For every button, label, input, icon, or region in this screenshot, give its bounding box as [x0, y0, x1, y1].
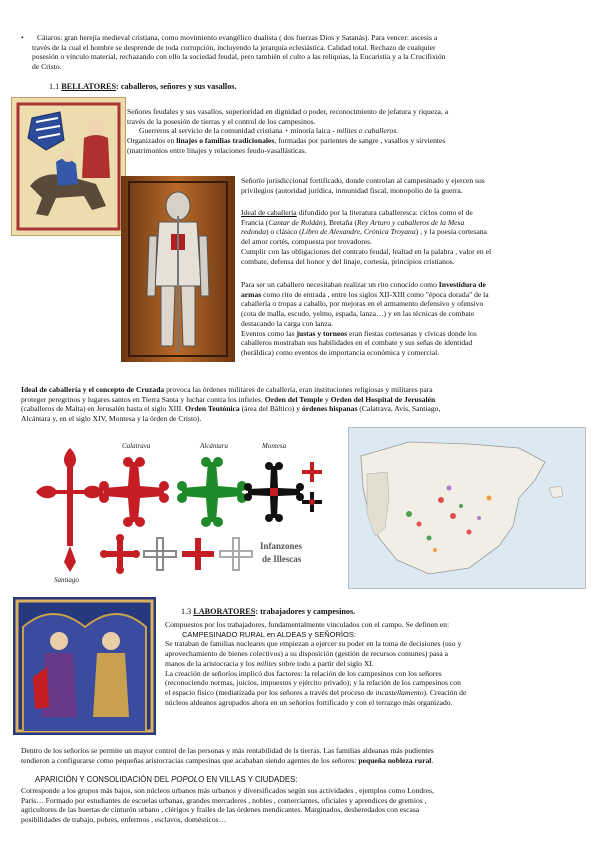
text-bold: Orden del Hospital de Jerusalén	[330, 394, 436, 404]
cataros-line: posesión o vínculo material, rechazando con ello la sociedad feudal, pero también el culto a las reliquias, la Eucaristía y a la Crucifixión	[32, 52, 446, 62]
text-line: París… Formado por estudiantes de escuelas urbanas, grandes mercaderes , nobles , comerciantes, oficiales y aprendices de gremios ,	[21, 795, 427, 805]
heading-italic: POPOLO	[171, 775, 205, 784]
knight-illustration	[12, 98, 125, 235]
text-italic: milites o caballeros.	[336, 126, 399, 136]
text-line: (reconociendo normas, juicios, impuestos y ejército privado); y la relación de los campesinos con	[165, 678, 461, 688]
text-line: provoca las órdenes militares de caballería, eran instituciones religiosas y militares para	[164, 385, 433, 394]
text-line: sobre todo a partir del siglo XI.	[276, 658, 374, 668]
text-line: caballeros mostraban sus habilidades en el combate y sus señas de identidad	[241, 338, 473, 348]
text-line: Cumplir con las obligaciones del contrato feudal, lealtad en la palabra , valor en el	[241, 246, 492, 256]
text-italic: Rey Arturo y caballeros de la Mesa	[357, 217, 465, 227]
cataros-line: de Cristo.	[32, 62, 62, 72]
text-bold: armas	[241, 289, 262, 299]
text-line: núcleos aldeanos agrupados ahora en un señoríos fortificado y con el terrazgo más organizado.	[165, 697, 453, 707]
santiago-label: Santiago	[54, 576, 79, 584]
calatrava-cross-icon	[99, 457, 169, 527]
text-line: Para ser un caballero necesitaban realizar un rito conocido como	[241, 280, 439, 289]
text-line: del amor cortés, compuesta por trovadores.	[241, 237, 372, 247]
text-italic: incastellamento	[375, 687, 424, 697]
text-line: posibilidades de trabajo, pobres, enfermos , esclavos, domésticos…	[21, 815, 227, 825]
heading-subtitle: : caballeros, señores y sus vasallos.	[116, 82, 237, 91]
text-line: (matrimonios entre linajes y relaciones feudo-vasallásticas.	[127, 145, 307, 155]
text-line: combate, defensa del honor y del linaje, cortesía, principios cristianos.	[241, 256, 455, 266]
text-italic: milites	[256, 658, 277, 668]
text-line: manos de la aristocracia y los	[165, 658, 257, 668]
text-line: ), Bretaña (	[322, 217, 357, 227]
bellatores-p1	[127, 107, 592, 156]
text-line: Compuestos por los trabajadores, fundamentalmente vinculados con el campo. Se definen en:	[165, 620, 450, 629]
text-line: La creación de señoríos implicó dos factores: la relación de los campesinos con los señores	[165, 668, 442, 678]
text-bold: justas y torneos	[296, 328, 348, 338]
santiago-cross-icon	[36, 448, 104, 572]
bellatores-heading	[49, 82, 237, 92]
text-line: (área del Báltico) y	[239, 404, 302, 414]
text-line: .	[431, 755, 434, 765]
text-line: agricultores de las huertas de cinturón urbano , clérigos y frailes de las órdenes mendicantes. Marginados, desheredados con escasa	[21, 805, 420, 815]
text-bold: Orden del Temple	[264, 394, 324, 404]
laboratores-p2	[21, 746, 593, 765]
text-line: Señores feudales y sus vasallos, superioridad en dignidad o poder, reconocimiento de jefatura y riqueza, a	[127, 107, 449, 116]
calatrava-label: Calatrava	[122, 442, 151, 450]
heading-part: APARICIÓN Y CONSOLIDACIÓN DEL	[35, 775, 172, 784]
text-bold: Orden Teutónica	[185, 404, 240, 414]
text-line: (cota de malla, escudo, yelmo, espada, lanza…) y en las técnicas de combate	[241, 309, 475, 319]
effigy-illustration	[121, 176, 235, 362]
text-line: Eventos como las	[241, 328, 297, 338]
text-line: Se trataban de familias nucleares que empiezan a ejercer su poder en la toma de decisiones (uso y	[165, 639, 462, 649]
text-line: y	[323, 394, 331, 404]
alcantara-label: Alcántara	[200, 442, 228, 450]
text-bold: Investidura de	[438, 280, 486, 289]
montesa-label: Montesa	[262, 442, 287, 450]
text-line: aprovechamiento de bienes colectivos) a su disposición (gestión de recursos comunes) pasa a	[165, 649, 448, 659]
text-line: tendieron a configurarse como pequeñas aristocracias campesinas que acababan siendo agentes de los señores:	[21, 755, 359, 765]
text-line: destacando la carga con lanza.	[241, 318, 333, 328]
text-italic: Cantar de Roldán	[268, 217, 323, 227]
bellatores-p3	[241, 208, 593, 266]
laboratores-p1	[165, 620, 593, 707]
manuscript-illustration	[13, 597, 156, 735]
text-line: (heráldica) como eventos de importancia económica y comercial.	[241, 347, 440, 357]
text-line: eran fiestas cortesanas y cívicas donde los	[347, 328, 477, 338]
heading-title: BELLATORES	[61, 82, 117, 91]
heading-number: 1.1	[49, 82, 62, 91]
crosses-svg	[22, 434, 342, 590]
armored-knight-effigy-image	[121, 176, 235, 362]
text-line: privilegios (autoridad jurídica, inmunidad fiscal, monopolio de la guerra.	[241, 185, 463, 195]
text-line: Señorío jurisdiccional fortificado, donde controlan al campesinado y ejercen sus	[241, 176, 485, 185]
text-line: través de la posesión de tierras y el control de los campesinos.	[127, 116, 316, 126]
text-bold: órdenes hispanas	[301, 404, 358, 414]
cataros-paragraph	[21, 33, 591, 72]
text-bold: Ideal de caballería y el concepto de Cruzada	[21, 385, 165, 394]
text-italic: redonda	[241, 227, 267, 237]
laboratores-heading	[181, 607, 355, 617]
text-line: difundido por la literatura caballeresca: ciclos como el de	[296, 208, 473, 217]
ciudades-heading	[35, 775, 297, 785]
bellatores-p2	[241, 176, 593, 195]
alcantara-cross-icon	[177, 457, 247, 527]
bottom-cross-red-icon	[100, 534, 140, 574]
small-crosses-icon	[302, 462, 322, 512]
bottom-cross-light-icon	[220, 538, 252, 570]
bottom-cross-red2-icon	[182, 538, 214, 570]
knight-manuscript-image	[11, 97, 126, 236]
illescas-label: de Illescas	[262, 554, 302, 564]
text-line: Guerreros al servicio de la comunidad cristiana + minoría laica -	[139, 126, 337, 136]
cataros-line: través de la cual el hombre se desprende de toda corrupción, incluyendo la jerarquía eclesiástica. Calidad total. Rechazo de cualquier	[32, 42, 436, 52]
heading-number: 1.3	[181, 607, 194, 616]
text-italic: Libro de Alexandre, Crónica Troyana	[301, 227, 416, 237]
text-line: , formadas por parientes de sangre , vasallos y sirvientes	[274, 136, 446, 146]
heading-subtitle: : trabajadores y campesinos.	[255, 607, 356, 616]
text-line: Francia (	[241, 217, 269, 227]
text-line: como rito de entrada , entre los siglos XII-XIII como "época dorada" de la	[261, 289, 489, 299]
cataros-line: Cátaros: gran herejía medieval cristiana, como movimiento evangélico dualista ( dos fuerzas Dios y Satanás). Para vencer: ascesis a	[37, 33, 438, 42]
heading-part: EN VILLAS Y CIUDADES:	[204, 775, 298, 784]
bellatores-p4	[241, 280, 593, 358]
bullet-icon: •	[21, 33, 24, 42]
text-line: proteger peregrinos y lugares santos en Tierra Santa y luchar contra los infieles.	[21, 394, 265, 404]
text-line: ) , y la poesía cortesana	[415, 227, 487, 237]
military-orders-crosses-figure	[22, 434, 342, 590]
text-line: Dentro de los señoríos se permite un mayor control de las personas y más rentabilidad de ls tierras. Las familias aldeanas más pudientes	[21, 746, 434, 755]
text-bold: linajes o familias tradicionales	[176, 136, 275, 146]
text-line: Corresponde a los grupos más bajos, son núcleos urbanos más urbanos y diversificados según sus actividades , ejemplos como Londres,	[21, 786, 434, 795]
text-line: ) o clásico (	[266, 227, 302, 237]
text-bold: pequeña nobleza rural	[358, 755, 432, 765]
text-line: Alcántara y, en el siglo XIV, Montesa y la órden de Cristo).	[21, 414, 202, 424]
text-line: ). Creación de	[423, 687, 467, 697]
text-line: (caballeros de Malta) en Jerusalén hasta el siglo XIII.	[21, 404, 186, 414]
text-line: el espacio físico (mediatizada por los señores a través del proceso de	[165, 687, 376, 697]
infanzones-label: Infanzones	[260, 541, 303, 551]
text-line: Organizados en	[127, 136, 177, 146]
ciudades-paragraph	[21, 786, 593, 825]
montesa-cross-icon	[244, 462, 304, 522]
text-line: caballería o tropas a caballo, por mejoras en el armamento defensivo y ofensivo	[241, 299, 484, 309]
bottom-cross-grey-icon	[144, 538, 176, 570]
subheading-campesinado: CAMPESINADO RURAL en ALDEAS y SEÑORÍOS:	[182, 629, 356, 639]
heading-title: LABORATORES	[193, 607, 256, 616]
iberia-map-image	[348, 427, 586, 589]
text-underline: Ideal de caballería	[241, 208, 297, 217]
laboratores-manuscript-image	[13, 597, 156, 735]
text-line: (Calatrava, Avís, Santiago,	[357, 404, 441, 414]
iberia-map-icon	[349, 428, 585, 588]
bellatores-p5	[21, 385, 593, 424]
